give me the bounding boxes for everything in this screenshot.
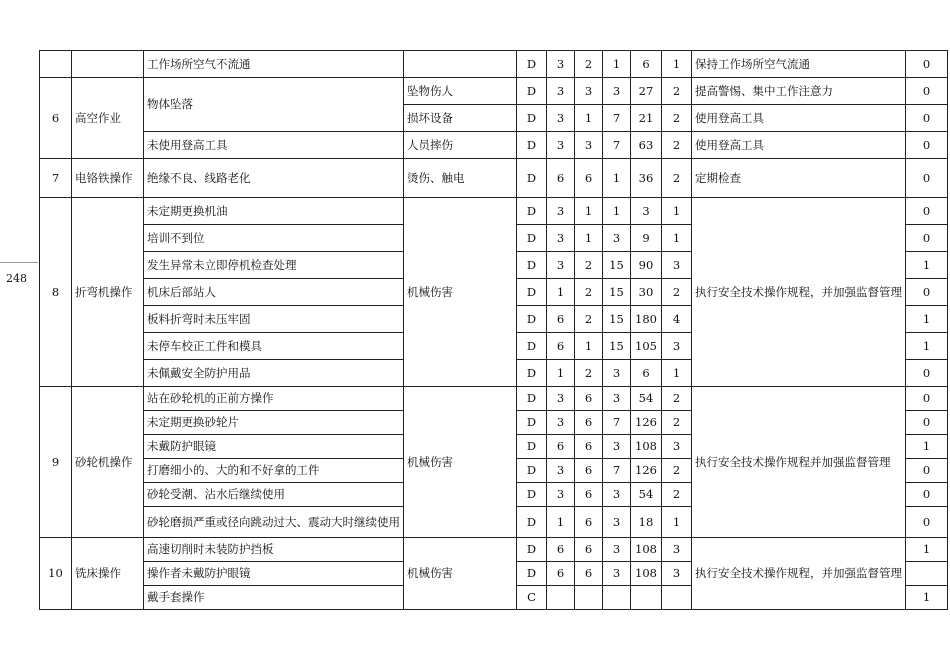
cell-grade: 2 — [662, 159, 692, 198]
cell-d: 105 — [631, 333, 662, 360]
cell-c: 7 — [603, 411, 631, 435]
cell-d: 21 — [631, 105, 662, 132]
cell-measure: 保持工作场所空气流通 — [692, 51, 906, 78]
cell-flag: 0 — [906, 459, 948, 483]
cell-l: 6 — [547, 159, 575, 198]
cell-flag: 0 — [906, 360, 948, 387]
cell-level: D — [517, 279, 547, 306]
cell-grade: 1 — [662, 51, 692, 78]
cell-hazard: 高速切削时未装防护挡板 — [144, 538, 404, 562]
cell-c: 3 — [603, 225, 631, 252]
cell-no: 9 — [40, 387, 72, 538]
cell-e: 6 — [575, 459, 603, 483]
cell-grade: 3 — [662, 435, 692, 459]
cell-flag: 0 — [906, 159, 948, 198]
cell-e: 6 — [575, 159, 603, 198]
cell-e: 6 — [575, 562, 603, 586]
cell-d — [631, 586, 662, 610]
cell-no: 10 — [40, 538, 72, 610]
cell-grade: 2 — [662, 411, 692, 435]
cell-flag: 0 — [906, 483, 948, 507]
cell-l: 1 — [547, 507, 575, 538]
cell-d: 6 — [631, 51, 662, 78]
cell-level: D — [517, 333, 547, 360]
cell-c — [603, 586, 631, 610]
cell-l: 3 — [547, 105, 575, 132]
cell-grade: 1 — [662, 225, 692, 252]
cell-flag: 0 — [906, 507, 948, 538]
cell-e: 1 — [575, 198, 603, 225]
cell-e: 1 — [575, 333, 603, 360]
cell-no: 6 — [40, 78, 72, 159]
cell-flag: 0 — [906, 51, 948, 78]
table-row — [40, 387, 948, 411]
cell-c: 3 — [603, 78, 631, 105]
cell-consequence: 机械伤害 — [404, 538, 517, 610]
cell-l: 1 — [547, 360, 575, 387]
cell-d: 3 — [631, 198, 662, 225]
cell-level: D — [517, 105, 547, 132]
cell-level: D — [517, 198, 547, 225]
cell-c: 15 — [603, 333, 631, 360]
cell-d: 36 — [631, 159, 662, 198]
cell-d: 27 — [631, 78, 662, 105]
cell-job: 高空作业 — [72, 78, 144, 159]
cell-consequence: 人员摔伤 — [404, 132, 517, 159]
cell-l: 3 — [547, 51, 575, 78]
cell-e: 3 — [575, 78, 603, 105]
cell-flag: 1 — [906, 333, 948, 360]
cell-job: 砂轮机操作 — [72, 387, 144, 538]
cell-flag — [906, 562, 948, 586]
cell-d: 180 — [631, 306, 662, 333]
cell-grade: 2 — [662, 105, 692, 132]
cell-level: D — [517, 225, 547, 252]
cell-level: D — [517, 132, 547, 159]
cell-l: 6 — [547, 435, 575, 459]
cell-c: 3 — [603, 360, 631, 387]
cell-level: D — [517, 159, 547, 198]
cell-level: D — [517, 252, 547, 279]
cell-measure: 定期检查 — [692, 159, 906, 198]
cell-grade: 4 — [662, 306, 692, 333]
cell-e: 1 — [575, 225, 603, 252]
cell-grade: 3 — [662, 562, 692, 586]
cell-flag: 0 — [906, 279, 948, 306]
cell-measure: 使用登高工具 — [692, 132, 906, 159]
cell-flag: 1 — [906, 586, 948, 610]
cell-level: D — [517, 360, 547, 387]
cell-e: 6 — [575, 483, 603, 507]
cell-e: 3 — [575, 132, 603, 159]
cell-l: 6 — [547, 333, 575, 360]
cell-level: D — [517, 387, 547, 411]
cell-c: 7 — [603, 132, 631, 159]
cell-c: 15 — [603, 252, 631, 279]
cell-e: 2 — [575, 279, 603, 306]
cell-no: 8 — [40, 198, 72, 387]
cell-hazard: 物体坠落 — [144, 78, 404, 132]
page-number: 248 — [6, 272, 27, 285]
cell-job: 铣床操作 — [72, 538, 144, 610]
cell-grade: 1 — [662, 507, 692, 538]
cell-d: 90 — [631, 252, 662, 279]
cell-l: 3 — [547, 198, 575, 225]
cell-c: 3 — [603, 483, 631, 507]
cell-l: 3 — [547, 78, 575, 105]
cell-l: 3 — [547, 483, 575, 507]
cell-e: 6 — [575, 387, 603, 411]
cell-level: D — [517, 483, 547, 507]
cell-hazard: 未使用登高工具 — [144, 132, 404, 159]
cell-measure: 提高警惕、集中工作注意力 — [692, 78, 906, 105]
cell-l: 3 — [547, 459, 575, 483]
cell-c: 3 — [603, 387, 631, 411]
cell-hazard: 未定期更换砂轮片 — [144, 411, 404, 435]
cell-l: 3 — [547, 387, 575, 411]
cell-measure: 执行安全技术操作规程，并加强监督管理 — [692, 538, 906, 610]
cell-grade: 1 — [662, 198, 692, 225]
cell-c: 3 — [603, 507, 631, 538]
cell-hazard: 未戴防护眼镜 — [144, 435, 404, 459]
cell-hazard: 培训不到位 — [144, 225, 404, 252]
cell-c: 3 — [603, 538, 631, 562]
cell-c: 1 — [603, 198, 631, 225]
cell-flag: 1 — [906, 538, 948, 562]
cell-e: 6 — [575, 411, 603, 435]
cell-l: 6 — [547, 306, 575, 333]
cell-d: 18 — [631, 507, 662, 538]
cell-consequence: 损坏设备 — [404, 105, 517, 132]
cell-l: 1 — [547, 279, 575, 306]
cell-job: 折弯机操作 — [72, 198, 144, 387]
cell-measure: 使用登高工具 — [692, 105, 906, 132]
cell-level: D — [517, 562, 547, 586]
cell-hazard: 砂轮磨损严重或径向跳动过大、震动大时继续使用 — [144, 507, 404, 538]
cell-l: 3 — [547, 132, 575, 159]
cell-no — [40, 51, 72, 78]
cell-grade: 2 — [662, 483, 692, 507]
cell-level: D — [517, 51, 547, 78]
cell-hazard: 操作者未戴防护眼镜 — [144, 562, 404, 586]
cell-hazard: 未定期更换机油 — [144, 198, 404, 225]
cell-consequence: 机械伤害 — [404, 387, 517, 538]
cell-d: 9 — [631, 225, 662, 252]
cell-flag: 0 — [906, 132, 948, 159]
cell-l: 6 — [547, 562, 575, 586]
cell-e: 2 — [575, 252, 603, 279]
cell-d: 108 — [631, 562, 662, 586]
cell-hazard: 板料折弯时未压牢固 — [144, 306, 404, 333]
cell-grade: 3 — [662, 252, 692, 279]
cell-d: 126 — [631, 459, 662, 483]
cell-no: 7 — [40, 159, 72, 198]
cell-hazard: 戴手套操作 — [144, 586, 404, 610]
cell-hazard: 发生异常未立即停机检查处理 — [144, 252, 404, 279]
cell-d: 108 — [631, 435, 662, 459]
cell-consequence: 烫伤、触电 — [404, 159, 517, 198]
cell-d: 126 — [631, 411, 662, 435]
cell-consequence: 坠物伤人 — [404, 78, 517, 105]
cell-e: 2 — [575, 360, 603, 387]
cell-consequence: 机械伤害 — [404, 198, 517, 387]
cell-hazard: 机床后部站人 — [144, 279, 404, 306]
cell-level: D — [517, 411, 547, 435]
cell-level: D — [517, 507, 547, 538]
cell-l: 3 — [547, 252, 575, 279]
cell-measure: 执行安全技术操作规程并加强监督管理 — [692, 387, 906, 538]
cell-e — [575, 586, 603, 610]
cell-level: D — [517, 459, 547, 483]
cell-l — [547, 586, 575, 610]
cell-level: C — [517, 586, 547, 610]
cell-grade: 2 — [662, 132, 692, 159]
table-row — [40, 198, 948, 225]
cell-d: 6 — [631, 360, 662, 387]
table-row — [40, 51, 948, 78]
cell-hazard: 工作场所空气不流通 — [144, 51, 404, 78]
cell-grade: 2 — [662, 78, 692, 105]
cell-hazard: 打磨细小的、大的和不好拿的工件 — [144, 459, 404, 483]
cell-e: 6 — [575, 435, 603, 459]
cell-flag: 1 — [906, 435, 948, 459]
cell-d: 108 — [631, 538, 662, 562]
cell-grade: 1 — [662, 360, 692, 387]
cell-c: 1 — [603, 51, 631, 78]
cell-hazard: 绝缘不良、线路老化 — [144, 159, 404, 198]
cell-consequence — [404, 51, 517, 78]
cell-l: 3 — [547, 411, 575, 435]
cell-c: 3 — [603, 435, 631, 459]
cell-flag: 0 — [906, 225, 948, 252]
cell-job — [72, 51, 144, 78]
cell-hazard: 未佩戴安全防护用品 — [144, 360, 404, 387]
cell-d: 30 — [631, 279, 662, 306]
cell-flag: 1 — [906, 252, 948, 279]
cell-c: 7 — [603, 105, 631, 132]
cell-flag: 0 — [906, 198, 948, 225]
cell-flag: 0 — [906, 387, 948, 411]
cell-level: D — [517, 435, 547, 459]
cell-grade — [662, 586, 692, 610]
cell-grade: 3 — [662, 538, 692, 562]
cell-l: 3 — [547, 225, 575, 252]
cell-c: 3 — [603, 562, 631, 586]
cell-d: 54 — [631, 483, 662, 507]
cell-grade: 2 — [662, 279, 692, 306]
table-row — [40, 78, 948, 105]
table-row — [40, 538, 948, 562]
table-row — [40, 132, 948, 159]
page-margin-line — [0, 262, 38, 263]
cell-e: 2 — [575, 306, 603, 333]
cell-grade: 3 — [662, 333, 692, 360]
cell-l: 6 — [547, 538, 575, 562]
cell-flag: 0 — [906, 78, 948, 105]
cell-grade: 2 — [662, 459, 692, 483]
cell-e: 2 — [575, 51, 603, 78]
cell-hazard: 未停车校正工件和模具 — [144, 333, 404, 360]
cell-level: D — [517, 538, 547, 562]
cell-c: 1 — [603, 159, 631, 198]
cell-measure: 执行安全技术操作规程，并加强监督管理 — [692, 198, 906, 387]
risk-assessment-table — [39, 50, 948, 610]
cell-c: 7 — [603, 459, 631, 483]
cell-flag: 0 — [906, 411, 948, 435]
cell-hazard: 站在砂轮机的正前方操作 — [144, 387, 404, 411]
table-row — [40, 159, 948, 198]
cell-flag: 0 — [906, 105, 948, 132]
cell-job: 电铬铁操作 — [72, 159, 144, 198]
cell-c: 15 — [603, 279, 631, 306]
cell-hazard: 砂轮受潮、沾水后继续使用 — [144, 483, 404, 507]
cell-level: D — [517, 306, 547, 333]
cell-level: D — [517, 78, 547, 105]
cell-e: 6 — [575, 538, 603, 562]
cell-flag: 1 — [906, 306, 948, 333]
cell-c: 15 — [603, 306, 631, 333]
cell-e: 1 — [575, 105, 603, 132]
cell-grade: 2 — [662, 387, 692, 411]
cell-e: 6 — [575, 507, 603, 538]
cell-d: 54 — [631, 387, 662, 411]
cell-d: 63 — [631, 132, 662, 159]
